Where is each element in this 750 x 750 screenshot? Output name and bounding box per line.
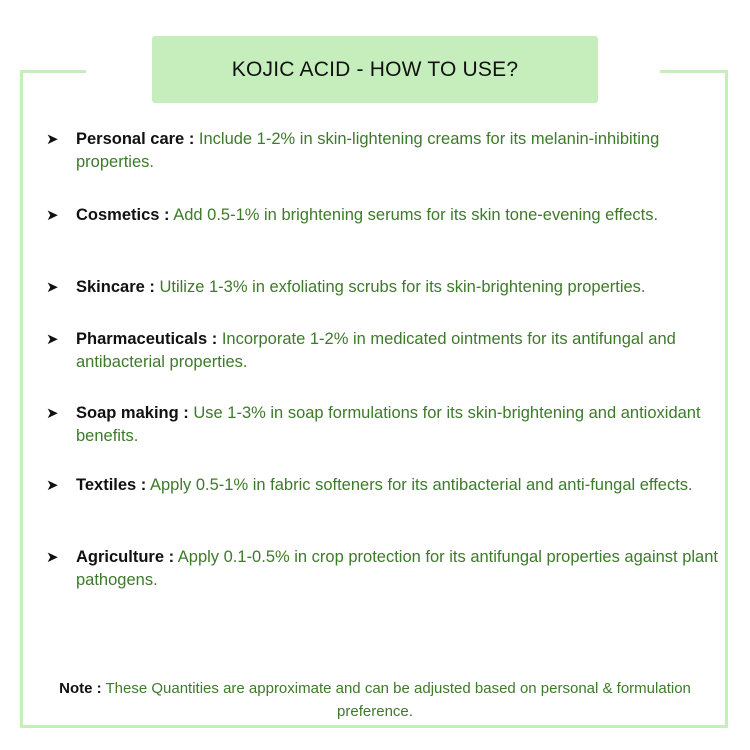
list-item — [46, 328, 726, 374]
list-item — [46, 276, 726, 299]
item-description: Apply 0.1-0.5% in crop protection for its antifungal properties against plant pathogens. — [76, 548, 718, 589]
note-text: These Quantities are approximate and can be adjusted based on personal & formulation preference. — [101, 680, 691, 720]
arrow-bullet-icon: ➤ — [46, 331, 59, 348]
note — [40, 677, 710, 723]
item-label: Soap making : — [76, 404, 189, 422]
item-text — [76, 128, 726, 174]
item-text — [76, 276, 726, 299]
item-text — [76, 474, 726, 497]
item-description: Use 1-3% in soap formulations for its skin-brightening and antioxidant benefits. — [76, 404, 701, 445]
item-label: Cosmetics : — [76, 206, 170, 224]
item-text — [76, 546, 726, 592]
item-description: Incorporate 1-2% in medicated ointments for its antifungal and antibacterial properties. — [76, 330, 676, 371]
item-description: Apply 0.5-1% in fabric softeners for its antibacterial and anti-fungal effects. — [146, 476, 693, 494]
list-item — [46, 546, 726, 592]
arrow-bullet-icon: ➤ — [46, 279, 59, 296]
item-description: Add 0.5-1% in brightening serums for its skin tone-evening effects. — [169, 206, 659, 224]
list-item — [46, 204, 726, 227]
item-text — [76, 328, 726, 374]
item-text — [76, 204, 726, 227]
item-text — [76, 402, 726, 448]
item-description: Include 1-2% in skin-lightening creams for its melanin-inhibiting properties. — [76, 130, 660, 171]
arrow-bullet-icon: ➤ — [46, 477, 59, 494]
list-item — [46, 128, 726, 174]
item-label: Skincare : — [76, 278, 155, 296]
list-item — [46, 402, 726, 448]
title-banner — [152, 36, 598, 103]
item-label: Textiles : — [76, 476, 147, 494]
item-description: Utilize 1-3% in exfoliating scrubs for its skin-brightening properties. — [154, 278, 646, 296]
arrow-bullet-icon: ➤ — [46, 405, 59, 422]
list-item — [46, 474, 726, 497]
page-title: KOJIC ACID - HOW TO USE? — [231, 57, 519, 81]
item-label: Agriculture : — [76, 548, 175, 566]
note-label: Note : — [59, 680, 102, 697]
item-label: Personal care : — [76, 130, 195, 148]
arrow-bullet-icon: ➤ — [46, 207, 59, 224]
arrow-bullet-icon: ➤ — [46, 549, 59, 566]
item-label: Pharmaceuticals : — [76, 330, 218, 348]
arrow-bullet-icon: ➤ — [46, 131, 59, 148]
